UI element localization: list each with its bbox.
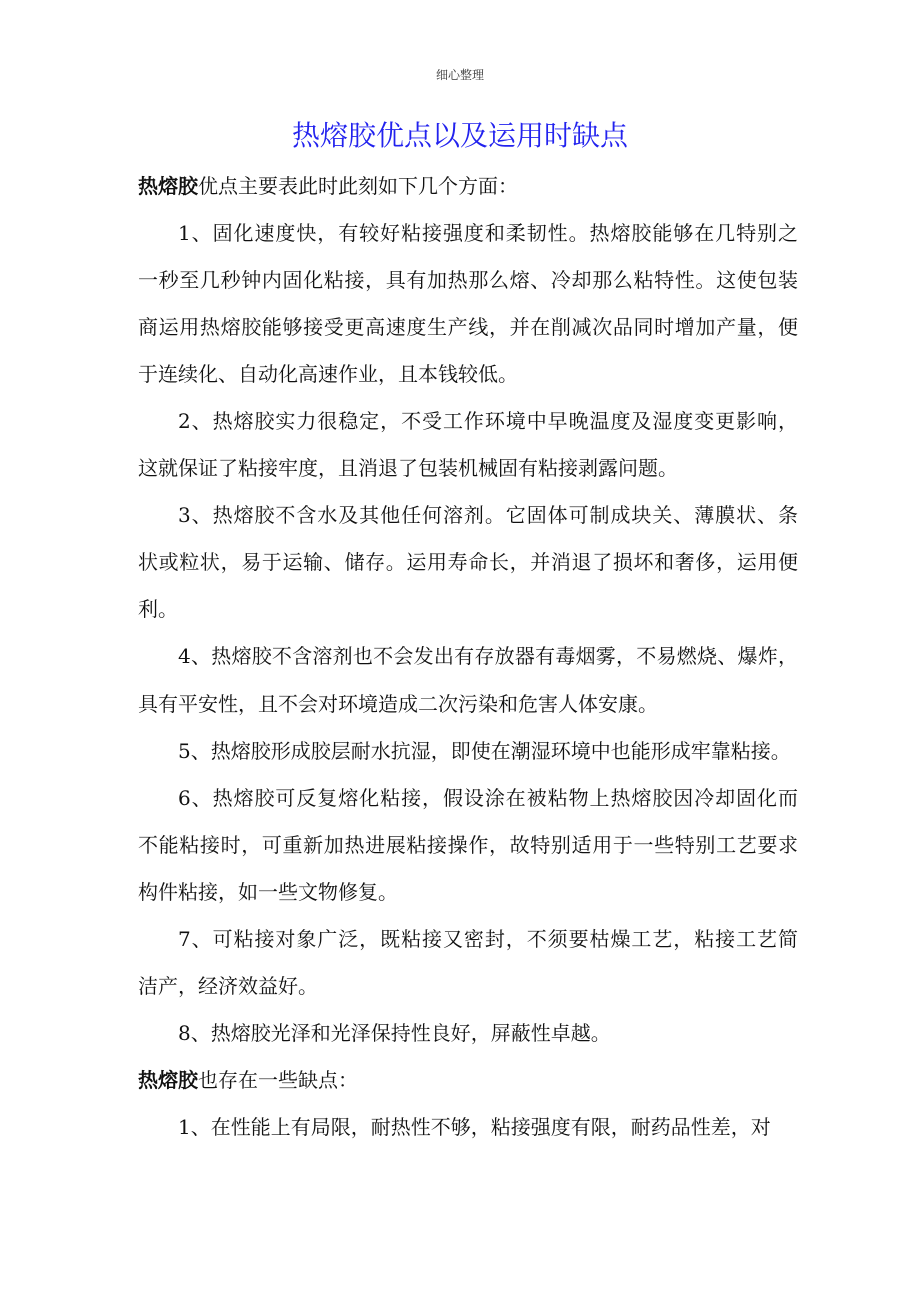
paragraph-line: 1、固化速度快，有较好粘接强度和柔韧性。热熔胶能够在几特别之 bbox=[178, 221, 798, 246]
paragraph-line: 8、热熔胶光泽和光泽保持性良好，屏蔽性卓越。 bbox=[178, 1020, 611, 1045]
paragraph-line: 状或粒状，易于运输、储存。运用寿命长，并消退了损坏和奢侈，运用便 bbox=[138, 550, 798, 575]
intro-text: 优点主要表此时此刻如下几个方面： bbox=[198, 174, 518, 198]
disadvantages-intro bbox=[138, 1057, 798, 1104]
document-title: 热熔胶优点以及运用时缺点 bbox=[291, 119, 628, 152]
paragraph-line: 利。 bbox=[138, 597, 178, 622]
paragraph-line: 5、热熔胶形成胶层耐水抗湿，即使在潮湿环境中也能形成牢靠粘接。 bbox=[178, 738, 791, 763]
intro-bold-term: 热熔胶 bbox=[138, 1067, 198, 1092]
paragraph-line: 2、热熔胶实力很稳定，不受工作环境中早晚温度及湿度变更影响， bbox=[178, 409, 798, 434]
paragraph-line: 3、热熔胶不含水及其他任何溶剂。它固体可制成块关、薄膜状、条 bbox=[178, 503, 798, 528]
disadvantage-paragraph bbox=[138, 1104, 798, 1151]
advantage-paragraph bbox=[138, 728, 798, 775]
paragraph-line: 1、在性能上有局限，耐热性不够，粘接强度有限，耐药品性差，对 bbox=[178, 1114, 771, 1139]
paragraph-line: 这就保证了粘接牢度，且消退了包装机械固有粘接剥露问题。 bbox=[138, 456, 678, 481]
paragraph-line: 一秒至几秒钟内固化粘接，具有加热那么熔、冷却那么粘特性。这使包装 bbox=[138, 268, 798, 293]
page-header: 细心整理 bbox=[435, 68, 484, 82]
intro-bold-term: 热熔胶 bbox=[138, 174, 198, 198]
document-body bbox=[138, 163, 798, 1151]
disadvantages-list bbox=[138, 1104, 798, 1151]
paragraph-line: 商运用热熔胶能够接受更高速度生产线，并在削减次品同时增加产量，便 bbox=[138, 315, 798, 340]
advantage-paragraph bbox=[138, 916, 798, 1010]
advantage-paragraph bbox=[138, 492, 798, 633]
paragraph-line: 构件粘接，如一些文物修复。 bbox=[138, 879, 398, 904]
advantage-paragraph bbox=[138, 210, 798, 398]
advantages-intro bbox=[138, 163, 798, 210]
advantage-paragraph bbox=[138, 1010, 798, 1057]
advantage-paragraph bbox=[138, 775, 798, 916]
advantage-paragraph bbox=[138, 633, 798, 727]
intro-text: 也存在一些缺点： bbox=[198, 1067, 358, 1092]
paragraph-line: 7、可粘接对象广泛，既粘接又密封，不须要枯燥工艺，粘接工艺简 bbox=[178, 926, 798, 951]
advantages-list bbox=[138, 210, 798, 1057]
paragraph-line: 6、热熔胶可反复熔化粘接，假设涂在被粘物上热熔胶因冷却固化而 bbox=[178, 785, 798, 810]
paragraph-line: 具有平安性，且不会对环境造成二次污染和危害人体安康。 bbox=[138, 691, 658, 716]
paragraph-line: 洁产，经济效益好。 bbox=[138, 973, 318, 998]
paragraph-line: 不能粘接时，可重新加热进展粘接操作，故特别适用于一些特别工艺要求 bbox=[138, 832, 798, 857]
advantage-paragraph bbox=[138, 398, 798, 492]
paragraph-line: 4、热熔胶不含溶剂也不会发出有存放器有毒烟雾，不易燃烧、爆炸， bbox=[178, 644, 798, 669]
paragraph-line: 于连续化、自动化高速作业，且本钱较低。 bbox=[138, 362, 518, 387]
